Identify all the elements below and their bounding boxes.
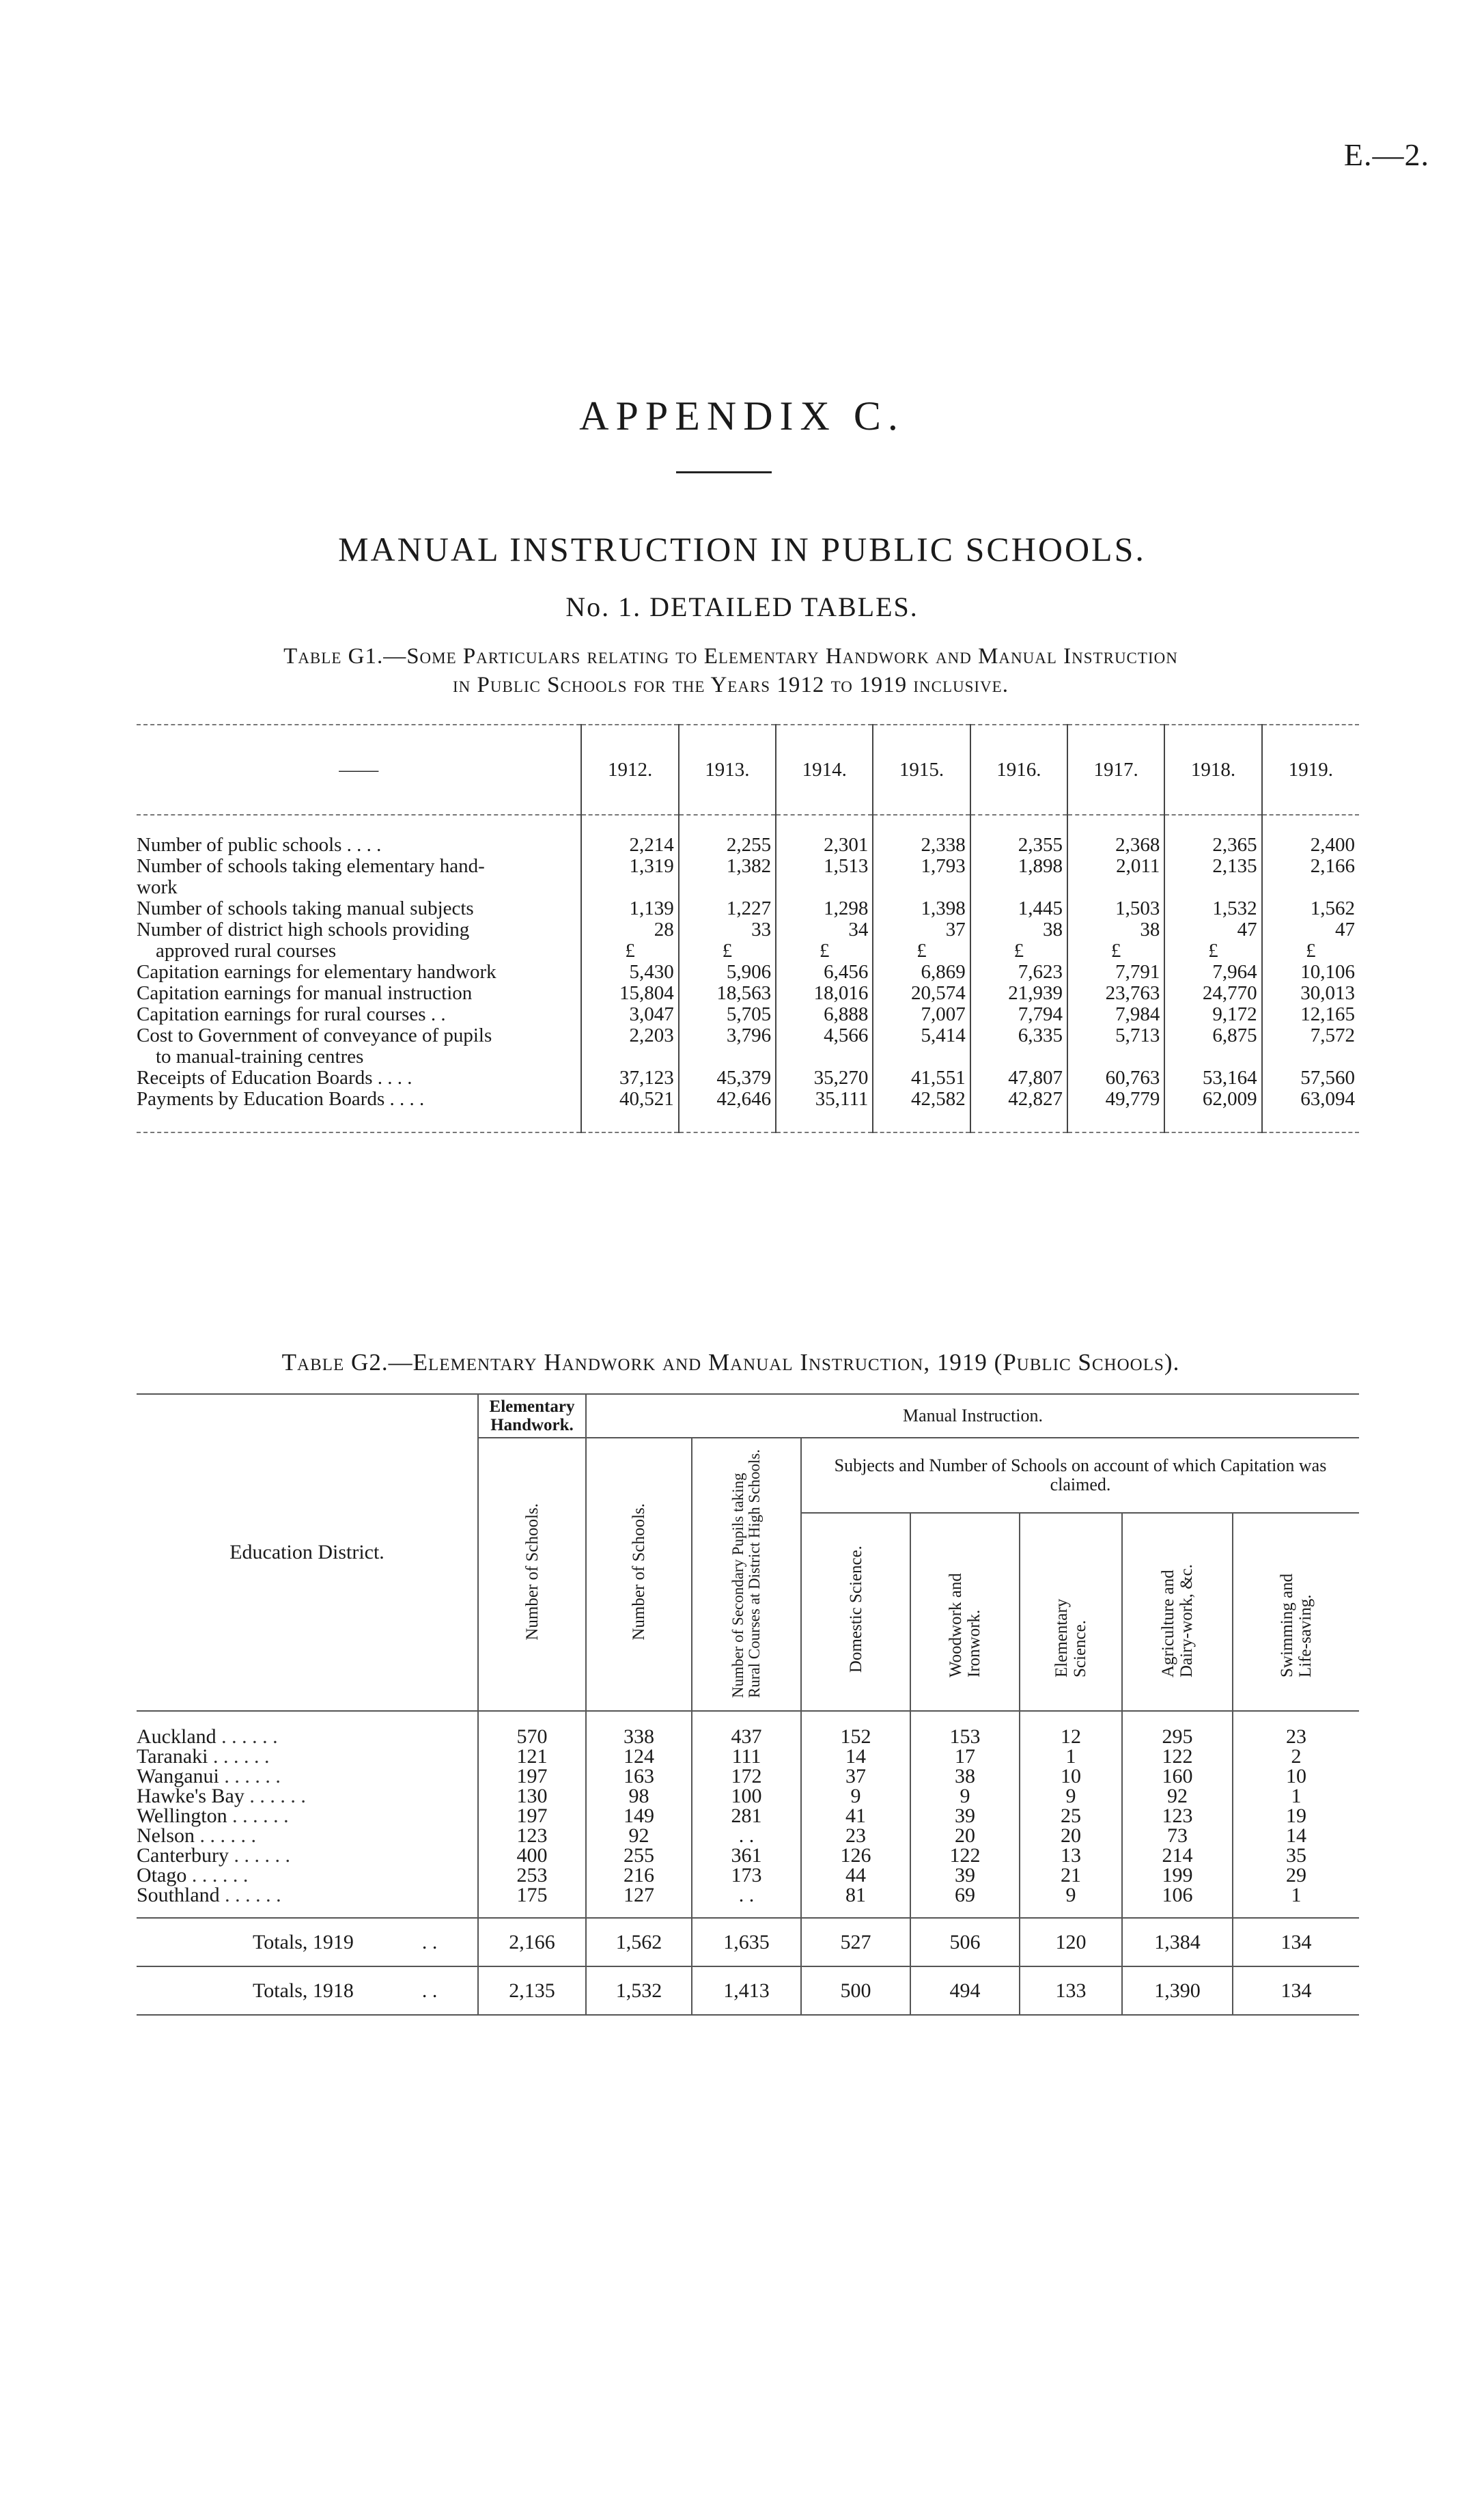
cell: 494 (910, 1966, 1020, 2015)
district-cell: Hawke's Bay . . . . . . (137, 1785, 306, 1807)
table-row (137, 1846, 1359, 1865)
cell: 6,335 (970, 1025, 1067, 1068)
cell: 2,400 (1262, 815, 1359, 856)
cell: 1,513 (776, 856, 873, 898)
year-header: 1913. (679, 725, 776, 815)
table-g2 (137, 1393, 1359, 2016)
cell: 41 (801, 1806, 910, 1826)
dot-leader: . . (421, 1931, 438, 1953)
cell: 214 (1122, 1846, 1233, 1865)
cell: 38 £ (1067, 919, 1164, 962)
cell: 122 (910, 1846, 1020, 1865)
table-g1-header-row (137, 725, 1359, 815)
dot-leader: . . . . . . (221, 1725, 278, 1748)
cell: 2 (1233, 1746, 1359, 1766)
cell: 39 (910, 1806, 1020, 1826)
cell: 506 (910, 1918, 1020, 1966)
table-row (137, 1089, 1359, 1132)
dot-leader: . . . . . . (224, 1765, 281, 1787)
mi-schools-header: Number of Schools. (586, 1438, 692, 1711)
cell: 23,763 (1067, 983, 1164, 1004)
cell: 437 (692, 1711, 801, 1746)
cell: 123 (478, 1826, 586, 1846)
cell: 1,384 (1122, 1918, 1233, 1966)
cell: 1,413 (692, 1966, 801, 2015)
cell: 1,319 (581, 856, 678, 898)
swimming-header: Swimming and Life-saving. (1233, 1513, 1359, 1711)
cell: 15,804 (581, 983, 678, 1004)
cell: 5,705 (679, 1004, 776, 1025)
secondary-pupils-header: Number of Secondary Pupils taking Rural Courses at District High Schools. (692, 1438, 801, 1711)
cell: 40,521 (581, 1089, 678, 1132)
year-header: 1916. (970, 725, 1067, 815)
district-cell: Nelson . . . . . . (137, 1824, 256, 1847)
cell: 1,503 (1067, 898, 1164, 919)
eh-schools-header: Number of Schools. (478, 1438, 586, 1711)
cell: 33 £ (679, 919, 776, 962)
cell: 1,562 (586, 1918, 692, 1966)
row-label: Capitation earnings for elementary handwork (137, 961, 496, 983)
row-label: Payments by Education Boards . . . . (137, 1089, 581, 1132)
cell: 2,368 (1067, 815, 1164, 856)
table-g2-header-row-1 (137, 1394, 1359, 1438)
cell: 37 £ (873, 919, 970, 962)
cell: 30,013 (1262, 983, 1359, 1004)
cell: 134 (1233, 1966, 1359, 2015)
cell: 38 £ (970, 919, 1067, 962)
table-g1-caption-line2: in Public Schools for the Years 1912 to 1919 inclusive. (453, 673, 1009, 697)
cell: 2,011 (1067, 856, 1164, 898)
cell: 6,456 (776, 962, 873, 983)
table-row (137, 962, 1359, 983)
cell: 7,794 (970, 1004, 1067, 1025)
cell: 5,906 (679, 962, 776, 983)
cell: 98 (586, 1786, 692, 1806)
district-cell: Taranaki . . . . . . (137, 1745, 270, 1768)
cell: 9 (910, 1786, 1020, 1806)
elem-science-header: Elementary Science. (1020, 1513, 1122, 1711)
cell: 122 (1122, 1746, 1233, 1766)
cell: 60,763 (1067, 1068, 1164, 1089)
cell: 1,382 (679, 856, 776, 898)
dot-leader: . . . . (341, 834, 382, 856)
cell: 21,939 (970, 983, 1067, 1004)
cell: 2,135 (478, 1966, 586, 2015)
table-row (137, 815, 1359, 856)
dot-leader: . . . . (372, 1067, 412, 1089)
row-label: Cost to Government of conveyance of pupils to manual-training centres (137, 1025, 492, 1068)
cell: 3,047 (581, 1004, 678, 1025)
domestic-header: Domestic Science. (801, 1513, 910, 1711)
cell: 5,713 (1067, 1025, 1164, 1068)
cell: 2,166 (478, 1918, 586, 1966)
cell: 152 (801, 1711, 910, 1746)
cell: 23 (801, 1826, 910, 1846)
cell: 20,574 (873, 983, 970, 1004)
cell: 10 (1020, 1766, 1122, 1786)
totals-label: Totals, 1918 . . (137, 1966, 478, 2015)
section-title: MANUAL INSTRUCTION IN PUBLIC SCHOOLS. (338, 530, 1146, 568)
cell: 1,898 (970, 856, 1067, 898)
cell: 47 £ (1262, 919, 1359, 962)
row-label: Capitation earnings for manual instruction (137, 982, 473, 1004)
district-cell: Wanganui . . . . . . (137, 1765, 281, 1787)
district-cell: Otago . . . . . . (137, 1864, 249, 1886)
cell: 39 (910, 1865, 1020, 1885)
cell: 37 (801, 1766, 910, 1786)
cell: 1,532 (586, 1966, 692, 2015)
cell: 7,964 (1164, 962, 1261, 983)
cell: 57,560 (1262, 1068, 1359, 1089)
cell: 21 (1020, 1865, 1122, 1885)
row-label: Number of district high schools providing approved rural courses (137, 919, 470, 962)
row-label: Number of schools taking elementary hand- work (137, 855, 485, 898)
cell: 2,338 (873, 815, 970, 856)
dot-leader: . . . . . . (234, 1844, 290, 1867)
cell: 5,414 (873, 1025, 970, 1068)
cell: . . (692, 1826, 801, 1846)
cell: 281 (692, 1806, 801, 1826)
cell: 81 (801, 1885, 910, 1918)
cell: 197 (478, 1806, 586, 1826)
cell: 527 (801, 1918, 910, 1966)
cell: 47,807 (970, 1068, 1067, 1089)
cell: 175 (478, 1885, 586, 1918)
cell: 38 (910, 1766, 1020, 1786)
cell: 9 (1020, 1885, 1122, 1918)
manual-instruction-header: Manual Instruction. (586, 1394, 1359, 1438)
cell: 9 (801, 1786, 910, 1806)
cell: 130 (478, 1786, 586, 1806)
cell: 35,270 (776, 1068, 873, 1089)
table-row (137, 1711, 1359, 1746)
table-g1-caption-line1: Table G1.—Some Particulars relating to Elementary Handwork and Manual Instruction (283, 644, 1178, 669)
cell: 44 (801, 1865, 910, 1885)
cell: 23 (1233, 1711, 1359, 1746)
cell: 49,779 (1067, 1089, 1164, 1132)
cell: 1,635 (692, 1918, 801, 1966)
cell: 2,166 (1262, 856, 1359, 898)
cell: 18,563 (679, 983, 776, 1004)
cell: 1,532 (1164, 898, 1261, 919)
cell: 12 (1020, 1711, 1122, 1746)
cell: 17 (910, 1746, 1020, 1766)
year-header: 1917. (1067, 725, 1164, 815)
cell: 42,582 (873, 1089, 970, 1132)
dot-leader: . . . . . . (225, 1884, 281, 1906)
cell: 106 (1122, 1885, 1233, 1918)
cell: 9,172 (1164, 1004, 1261, 1025)
cell: 6,875 (1164, 1025, 1261, 1068)
table-row (137, 1004, 1359, 1025)
cell: 1,390 (1122, 1966, 1233, 2015)
cell: 7,984 (1067, 1004, 1164, 1025)
cell: 127 (586, 1885, 692, 1918)
cell: 134 (1233, 1918, 1359, 1966)
cell: 338 (586, 1711, 692, 1746)
year-header: 1915. (873, 725, 970, 815)
cell: 1,793 (873, 856, 970, 898)
dot-leader: . . (421, 1979, 438, 2002)
cell: 37,123 (581, 1068, 678, 1089)
cell: 69 (910, 1885, 1020, 1918)
cell: 2,365 (1164, 815, 1261, 856)
cell: 7,791 (1067, 962, 1164, 983)
table-g1 (137, 724, 1359, 1133)
cell: 121 (478, 1746, 586, 1766)
cell: 20 (910, 1826, 1020, 1846)
cell: 1 (1233, 1885, 1359, 1918)
subjects-group-header: Subjects and Number of Schools on account of which Capitation was claimed. (801, 1438, 1359, 1513)
cell: 253 (478, 1865, 586, 1885)
row-label: Receipts of Education Boards . . . . (137, 1067, 412, 1089)
district-header: Education District. (137, 1394, 478, 1711)
cell: 9 (1020, 1786, 1122, 1806)
section-subtitle: No. 1. DETAILED TABLES. (565, 591, 919, 622)
cell: 34 £ (776, 919, 873, 962)
cell: 73 (1122, 1826, 1233, 1846)
cell: 120 (1020, 1918, 1122, 1966)
cell: 361 (692, 1846, 801, 1865)
woodwork-header: Woodwork and Ironwork. (910, 1513, 1020, 1711)
table-row (137, 1865, 1359, 1885)
year-header: 1912. (581, 725, 678, 815)
cell: 4,566 (776, 1025, 873, 1068)
table-row (137, 983, 1359, 1004)
row-label: Number of public schools . . . . (137, 834, 382, 856)
table-row (137, 1068, 1359, 1089)
dot-leader: . . . . . . (213, 1745, 270, 1768)
cell: 63,094 (1262, 1089, 1359, 1132)
cell: 29 (1233, 1865, 1359, 1885)
cell: 7,572 (1262, 1025, 1359, 1068)
cell: 92 (1122, 1786, 1233, 1806)
year-header: 1919. (1262, 725, 1359, 815)
cell: 6,869 (873, 962, 970, 983)
cell: 197 (478, 1766, 586, 1786)
cell: 2,135 (1164, 856, 1261, 898)
elementary-handwork-header: Elementary Handwork. (478, 1394, 586, 1438)
cell: 62,009 (1164, 1089, 1261, 1132)
cell: 24,770 (1164, 983, 1261, 1004)
agriculture-header: Agriculture and Dairy-work, &c. (1122, 1513, 1233, 1711)
cell: 133 (1020, 1966, 1122, 2015)
table-row (137, 1786, 1359, 1806)
row-label: Number of schools taking manual subjects (137, 897, 474, 919)
table-row (137, 1746, 1359, 1766)
cell: 570 (478, 1711, 586, 1746)
table-g2-caption: Table G2.—Elementary Handwork and Manual Instruction, 1919 (Public Schools). (281, 1349, 1180, 1376)
page-reference: E.—2. (1343, 137, 1429, 172)
cell: 216 (586, 1865, 692, 1885)
dot-leader: . . . . . . (232, 1805, 289, 1827)
cell: 163 (586, 1766, 692, 1786)
cell: 10 (1233, 1766, 1359, 1786)
cell: 42,646 (679, 1089, 776, 1132)
cell: 10,106 (1262, 962, 1359, 983)
cell: 199 (1122, 1865, 1233, 1885)
cell: 173 (692, 1865, 801, 1885)
cell: 12,165 (1262, 1004, 1359, 1025)
table-row (137, 1766, 1359, 1786)
appendix-title: APPENDIX C. (579, 393, 905, 438)
totals-row (137, 1918, 1359, 1966)
district-cell: Canterbury . . . . . . (137, 1844, 290, 1867)
table-row (137, 1885, 1359, 1918)
cell: 19 (1233, 1806, 1359, 1826)
cell: 14 (1233, 1826, 1359, 1846)
cell: 7,007 (873, 1004, 970, 1025)
cell: 500 (801, 1966, 910, 2015)
dot-leader: . . (404, 1088, 425, 1110)
cell: 1,139 (581, 898, 678, 919)
totals-label: Totals, 1919 . . (137, 1918, 478, 1966)
title-rule (676, 471, 772, 473)
cell: 35 (1233, 1846, 1359, 1865)
cell: 123 (1122, 1806, 1233, 1826)
cell: 1,445 (970, 898, 1067, 919)
cell: 13 (1020, 1846, 1122, 1865)
cell: 20 (1020, 1826, 1122, 1846)
table-row (137, 1826, 1359, 1846)
cell: 1,562 (1262, 898, 1359, 919)
cell: 111 (692, 1746, 801, 1766)
cell: 1,227 (679, 898, 776, 919)
district-cell: Southland . . . . . . (137, 1885, 478, 1918)
cell: 1,298 (776, 898, 873, 919)
cell: 2,255 (679, 815, 776, 856)
row-label: Capitation earnings for rural courses . . (137, 1003, 446, 1025)
cell: 124 (586, 1746, 692, 1766)
cell: 1,398 (873, 898, 970, 919)
cell: 2,203 (581, 1025, 678, 1068)
cell: 5,430 (581, 962, 678, 983)
cell: 2,355 (970, 815, 1067, 856)
cell: 255 (586, 1846, 692, 1865)
dot-leader: . . . . . . (249, 1785, 306, 1807)
cell: 295 (1122, 1711, 1233, 1746)
dot-leader: . . (425, 1003, 446, 1025)
cell: 149 (586, 1806, 692, 1826)
cell: 153 (910, 1711, 1020, 1746)
cell: 160 (1122, 1766, 1233, 1786)
cell: 7,623 (970, 962, 1067, 983)
cell: 6,888 (776, 1004, 873, 1025)
cell: 92 (586, 1826, 692, 1846)
year-header: 1918. (1164, 725, 1261, 815)
cell: 2,214 (581, 815, 678, 856)
cell: 53,164 (1164, 1068, 1261, 1089)
cell: . . (692, 1885, 801, 1918)
totals-row (137, 1966, 1359, 2015)
district-cell: Auckland . . . . . . (137, 1725, 278, 1748)
table-g1-caption (102, 642, 1359, 699)
cell: 100 (692, 1786, 801, 1806)
table-row (137, 898, 1359, 919)
cell: 47 £ (1164, 919, 1261, 962)
cell: 1 (1020, 1746, 1122, 1766)
dot-leader: . . . . . . (199, 1824, 256, 1847)
cell: 41,551 (873, 1068, 970, 1089)
table-row (137, 919, 1359, 962)
cell: 400 (478, 1846, 586, 1865)
cell: 2,301 (776, 815, 873, 856)
table-row (137, 1806, 1359, 1826)
cell: 35,111 (776, 1089, 873, 1132)
cell: 45,379 (679, 1068, 776, 1089)
dot-leader: . . . . . . (191, 1864, 249, 1886)
cell: 28 £ (581, 919, 678, 962)
cell: 14 (801, 1746, 910, 1766)
cell: 1 (1233, 1786, 1359, 1806)
cell: 42,827 (970, 1089, 1067, 1132)
table-g1-corner: —— (137, 725, 581, 815)
cell: 126 (801, 1846, 910, 1865)
cell: 3,796 (679, 1025, 776, 1068)
year-header: 1914. (776, 725, 873, 815)
cell: 25 (1020, 1806, 1122, 1826)
district-cell: Wellington . . . . . . (137, 1805, 289, 1827)
table-row (137, 1025, 1359, 1068)
cell: 18,016 (776, 983, 873, 1004)
table-row (137, 856, 1359, 898)
cell: 172 (692, 1766, 801, 1786)
